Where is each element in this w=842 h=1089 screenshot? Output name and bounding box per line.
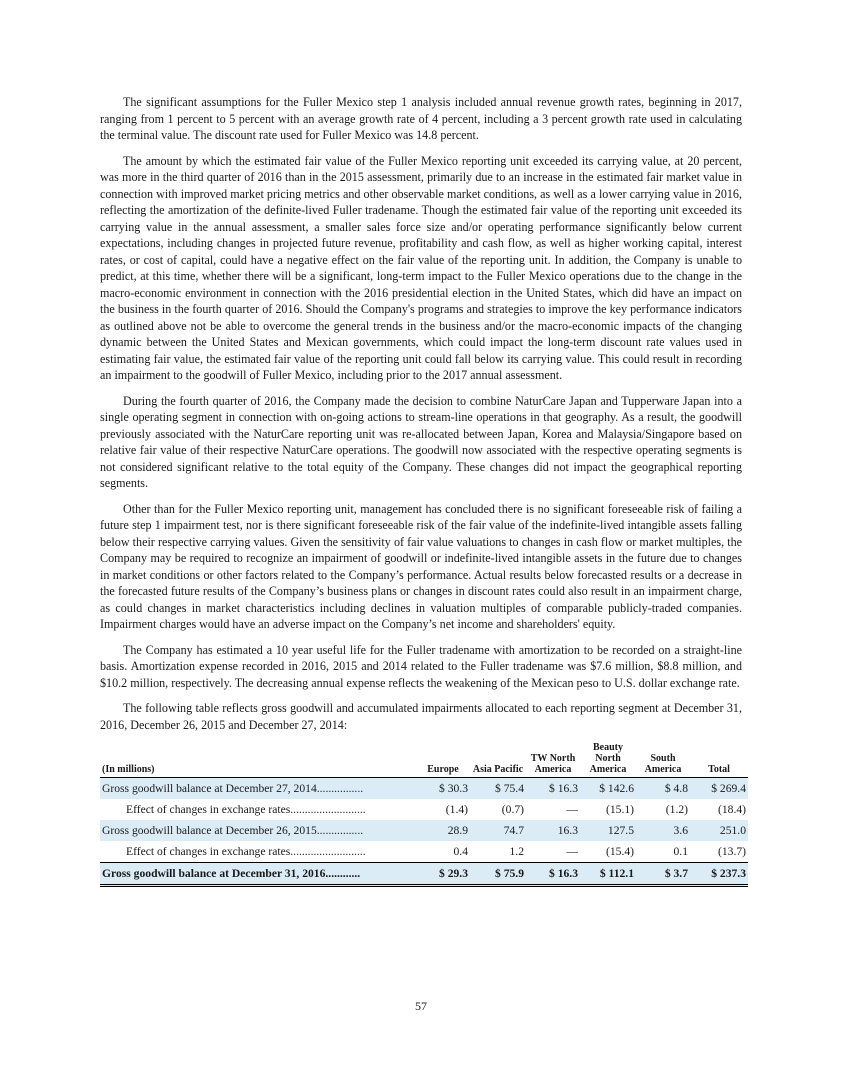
table-cell: 3.6: [636, 820, 690, 841]
paragraph-table-intro: The following table reflects gross goodwill and accumulated impairments allocated to each reporting segment at December 31, 2016, December 26, 2015 and December 27, 2014:: [100, 701, 742, 732]
table-row: [100, 820, 748, 841]
table-cell: $ 75.9: [470, 863, 526, 886]
column-header: Beauty North America: [580, 742, 636, 778]
table-cell: (13.7): [717, 845, 746, 858]
table-cell: 251.0: [690, 820, 748, 841]
table-cell: (15.1): [605, 803, 634, 816]
table-row: [100, 778, 748, 800]
column-header: Europe: [416, 742, 470, 778]
table-cell: (18.4): [717, 803, 746, 816]
table-cell: (1.2): [665, 803, 688, 816]
table-row-total: [100, 863, 748, 886]
table-cell: $ 4.8: [636, 778, 690, 800]
table-cell: $ 112.1: [580, 863, 636, 886]
column-header: TW North America: [526, 742, 580, 778]
table-cell: —: [566, 803, 578, 816]
table-cell: (15.4): [605, 845, 634, 858]
column-header: Asia Pacific: [470, 742, 526, 778]
paragraph-naturcare: During the fourth quarter of 2016, the Company made the decision to combine NaturCare Japan and Tupperware Japan into a single operating segment in connection with on-going actions to stream-line operations in that geography. As a result, the goodwill previously associated with the NaturCare reporting unit was re-allocated between Japan, Korea and Malaysia/Singapore based on relative fair value of their respective NaturCare operations. The goodwill now associated with the respective operating segments is not considered significant relative to the total equity of the Company. These changes did not impact the geographical reporting segments.: [100, 393, 742, 490]
table-header-row: [100, 742, 748, 778]
table-cell: 127.5: [580, 820, 636, 841]
table-cell: 0.4: [453, 845, 468, 858]
row-label: Gross goodwill balance at December 27, 2014................: [100, 778, 416, 800]
table-cell: 1.2: [509, 845, 524, 858]
table-cell: (0.7): [501, 803, 524, 816]
page-number: 57: [415, 999, 427, 1013]
paragraph-impairment-risk: Other than for the Fuller Mexico reporting unit, management has concluded there is no significant foreseeable risk of failing a future step 1 impairment test, nor is there significant foreseeable risk of the fair value of the indefinite-lived intangible assets falling below their respective carrying values. Given the sensitivity of fair value valuations to changes in cash flow or market multiples, the Company may be required to recognize an impairment of goodwill or indefinite-lived intangible assets in the future due to changes in market conditions or other factors related to the Company’s performance. Actual results below forecasted results or a decrease in the forecasted future results of the Company’s business plans or changes in discount rates could also result in an impairment charge, as could changes in market characteristics including declines in valuation multiples of comparable publicly-traded companies. Impairment charges would have an adverse impact on the Company’s net income and shareholders' equity.: [100, 501, 742, 631]
table-cell: $ 75.4: [470, 778, 526, 800]
row-label: Effect of changes in exchange rates..........................: [126, 845, 366, 858]
table-cell: $ 237.3: [690, 863, 748, 886]
paragraph-fair-value: The amount by which the estimated fair value of the Fuller Mexico reporting unit exceeded its carrying value, at 20 percent, was more in the third quarter of 2016 than in the 2015 assessment, primarily due to an increase in the estimated fair market value in connection with improved market pricing metrics and other observable market conditions, as well as a lower carrying value in 2016, reflecting the amortization of the definite-lived Fuller tradename. Though the estimated fair value of the reporting unit exceeded its carrying value in the annual assessment, a smaller sales force size and/or operating performance significantly below current expectations, including changes in projected future revenue, profitability and cash flow, as well as higher working capital, interest rates, or cost of capital, could have a negative effect on the fair value of the reporting unit. In addition, the Company is unable to predict, at this time, whether there will be a significant, long-term impact to the Fuller Mexico operations due to the change in the macro-economic environment in connection with the 2016 presidential election in the United States, which did have an impact on the business in the fourth quarter of 2016. Should the Company's programs and strategies to improve the key performance indicators as outlined above not be able to overcome the general trends in the business and/or the macro-economic impacts of the changing dynamic between the United States and Mexican governments, which could impact the long-term discount rate values used in estimating fair value, the estimated fair value of the reporting unit could fall below its carrying value. This could result in recording an impairment to the goodwill of Fuller Mexico, including prior to the 2017 annual assessment.: [100, 153, 742, 382]
document-body: [100, 94, 746, 887]
table-cell: $ 3.7: [636, 863, 690, 886]
column-header: South America: [636, 742, 690, 778]
table-cell: (1.4): [445, 803, 468, 816]
table-cell: 0.1: [673, 845, 688, 858]
paragraph-assumptions: The significant assumptions for the Fuller Mexico step 1 analysis included annual revenue growth rates, beginning in 2017, ranging from 1 percent to 5 percent with an average growth rate of 4 percent, including a 3 percent growth rate used in calculating the terminal value. The discount rate used for Fuller Mexico was 14.8 percent.: [100, 95, 742, 142]
table-cell: 28.9: [416, 820, 470, 841]
table-cell: $ 16.3: [526, 863, 580, 886]
row-label: Gross goodwill balance at December 31, 2016............: [100, 863, 416, 886]
table-cell: $ 269.4: [690, 778, 748, 800]
table-cell: —: [566, 845, 578, 858]
unit-label: (In millions): [100, 742, 416, 778]
table-row: [100, 841, 748, 863]
table-cell: 74.7: [470, 820, 526, 841]
table-cell: 16.3: [526, 820, 580, 841]
table-cell: $ 142.6: [580, 778, 636, 800]
table-cell: $ 16.3: [526, 778, 580, 800]
table-row: [100, 799, 748, 820]
row-label: Effect of changes in exchange rates..........................: [126, 803, 366, 816]
goodwill-table: [100, 742, 748, 887]
table-cell: $ 29.3: [416, 863, 470, 886]
row-label: Gross goodwill balance at December 26, 2015................: [100, 820, 416, 841]
column-header: Total: [690, 742, 748, 778]
table-cell: $ 30.3: [416, 778, 470, 800]
paragraph-amortization: The Company has estimated a 10 year useful life for the Fuller tradename with amortization to be recorded on a straight-line basis. Amortization expense recorded in 2016, 2015 and 2014 related to the Fuller tradename was $7.6 million, $8.8 million, and $10.2 million, respectively. The decreasing annual expense reflects the weakening of the Mexican peso to U.S. dollar exchange rate.: [100, 642, 742, 690]
